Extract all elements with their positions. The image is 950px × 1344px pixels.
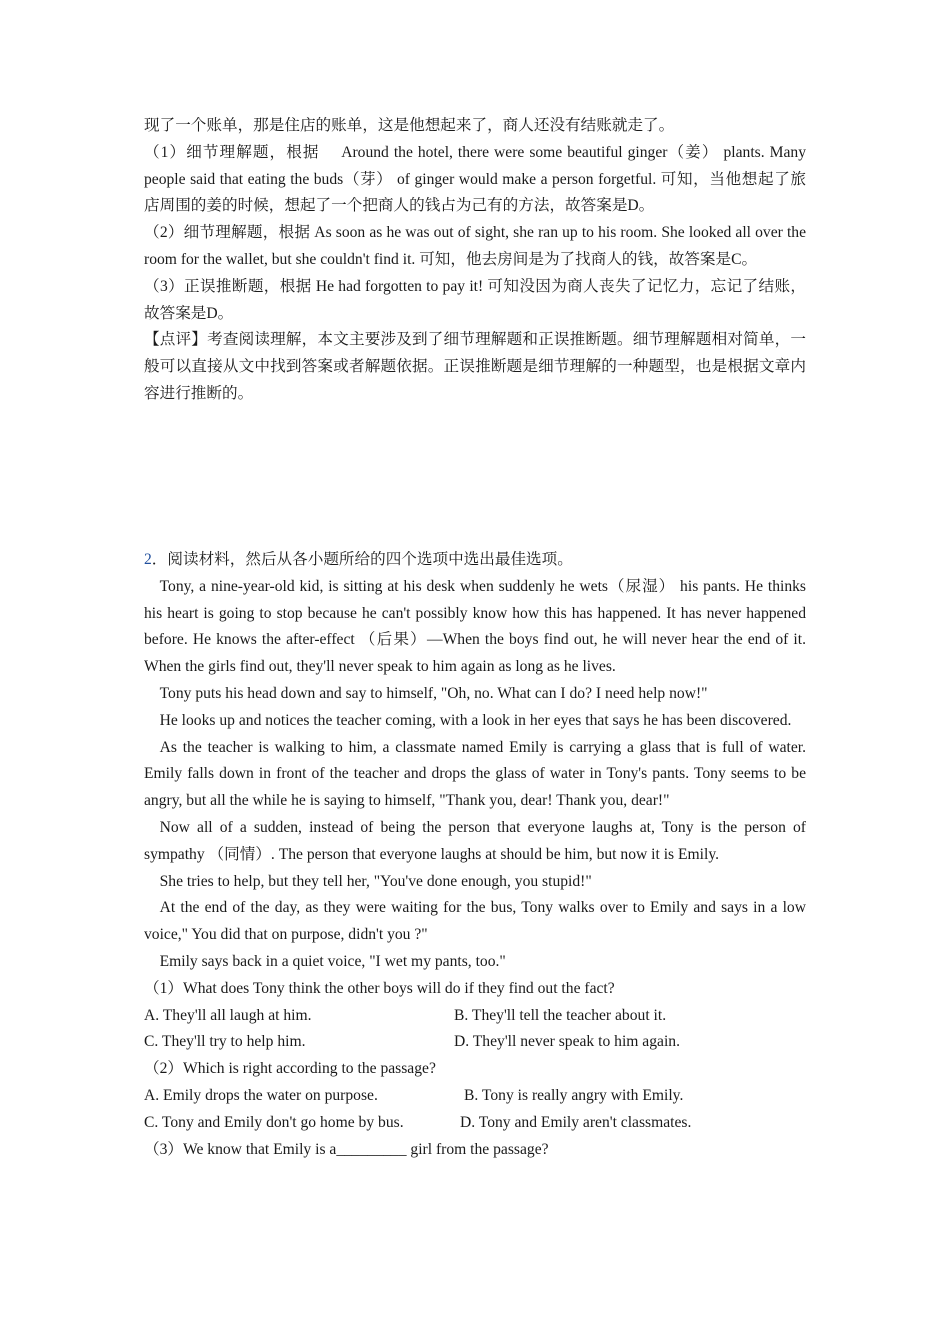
- explanation-q2: （2）细节理解题，根据 As soon as he was out of sight, she ran up to his room. She looked all over the room for the wallet, but she couldn't find it. 可知，他去房间是为了找商人的钱，故答案是C。: [144, 224, 806, 268]
- options-row: [144, 1110, 806, 1137]
- answer-explanation-section: [144, 113, 806, 408]
- question-number: 2: [144, 551, 152, 568]
- passage-paragraph: Now all of a sudden, instead of being the person that everyone laughs at, Tony is the person of sympathy （同情）. The person that everyone laughs at should be him, but now it is Emily.: [144, 818, 806, 863]
- option-c: C. Tony and Emily don't go home by bus.: [144, 1113, 404, 1131]
- option-a: A. They'll all laugh at him.: [144, 1006, 312, 1024]
- options-row: [144, 1029, 806, 1056]
- question-stem-1: （1）What does Tony think the other boys will do if they find out the fact?: [144, 979, 615, 997]
- question-heading: [144, 547, 806, 574]
- passage-paragraph: Emily says back in a quiet voice, "I wet my pants, too.": [159, 952, 506, 970]
- option-d: D. They'll never speak to him again.: [454, 1033, 680, 1051]
- option-b: B. They'll tell the teacher about it.: [454, 1006, 667, 1024]
- passage-paragraph: Tony puts his head down and say to himself, "Oh, no. What can I do? I need help now!": [159, 684, 708, 702]
- explanation-continuation: 现了一个账单，那是住店的账单，这是他想起来了，商人还没有结账就走了。: [144, 117, 675, 134]
- question-stem-2: （2）Which is right according to the passage?: [144, 1060, 436, 1078]
- options-row: [144, 1083, 806, 1110]
- question-instruction: ．阅读材料，然后从各小题所给的四个选项中选出最佳选项。: [151, 551, 573, 568]
- explanation-q3: （3）正误推断题，根据 He had forgotten to pay it! 可知没因为商人丧失了记忆力，忘记了结账，故答案是D。: [144, 277, 806, 322]
- option-c: C. They'll try to help him.: [144, 1033, 306, 1051]
- options-row: [144, 1003, 806, 1030]
- passage-paragraph: She tries to help, but they tell her, "You've done enough, you stupid!": [159, 872, 592, 890]
- option-a: A. Emily drops the water on purpose.: [144, 1086, 378, 1104]
- passage-paragraph: As the teacher is walking to him, a classmate named Emily is carrying a glass that is full of water. Emily falls down in front of the teacher and drops the glass of water in Tony's pants. Tony seems to be angry, but all the while he is saying to himself, "Thank you, dear! Thank you, dear!": [144, 738, 806, 810]
- explanation-q1: （1）细节理解题，根据 Around the hotel, there were some beautiful ginger（姜） plants. Many people said that eating the buds（芽） of ginger would make a person forgetful. 可知，当他想起了旅店周围的姜的时候，想起了一个把商人的钱占为己有的方法，故答案是D。: [144, 143, 806, 215]
- passage-paragraph: He looks up and notices the teacher coming, with a look in her eyes that says he has been discovered.: [159, 711, 792, 729]
- option-b: B. Tony is really angry with Emily.: [464, 1086, 684, 1104]
- question-stem-3: （3）We know that Emily is a_________ girl from the passage?: [144, 1140, 549, 1158]
- comment-paragraph: 【点评】考查阅读理解，本文主要涉及到了细节理解题和正误推断题。细节理解题相对简单，一般可以直接从文中找到答案或者解题依据。正误推断题是细节理解的一种题型，也是根据文章内容进行推断的。: [144, 331, 806, 402]
- passage-paragraph: Tony, a nine-year-old kid, is sitting at his desk when suddenly he wets（尿湿） his pants. He thinks his heart is going to stop because he can't possibly know how this has happened. It has never happened before. He knows the after-effect （后果）—When the boys find out, he will never hear the end of it. When the girls find out, they'll never speak to him again as long as he lives.: [144, 577, 806, 676]
- reading-question-2: [144, 547, 806, 1163]
- option-d: D. Tony and Emily aren't classmates.: [460, 1113, 692, 1131]
- passage-paragraph: At the end of the day, as they were waiting for the bus, Tony walks over to Emily and says in a low voice," You did that on purpose, didn't you ?": [144, 899, 806, 944]
